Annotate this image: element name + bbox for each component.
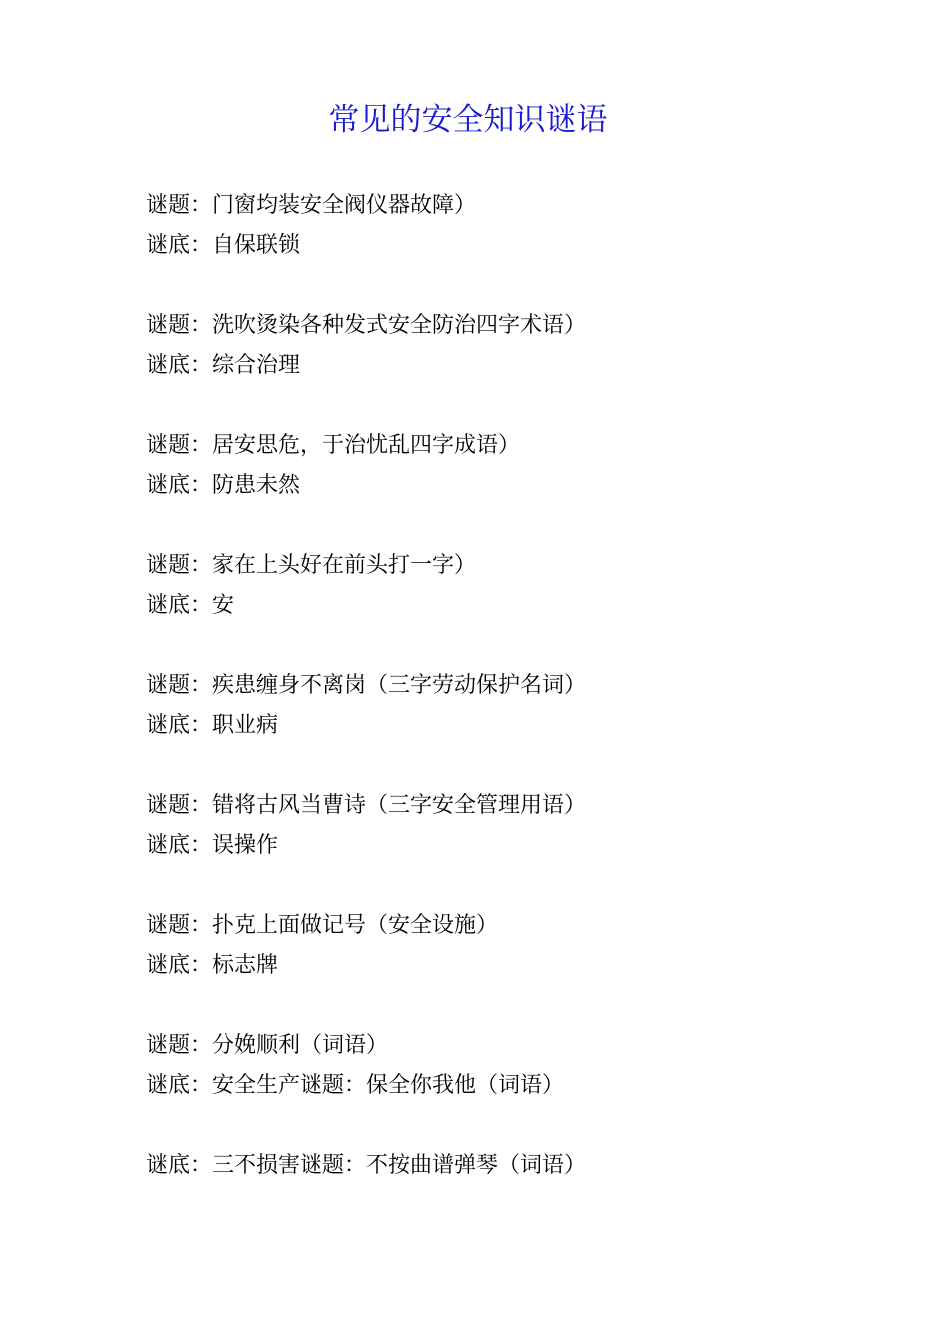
riddle-answer: 谜底：安: [146, 593, 235, 618]
riddle-answer: 谜底：自保联锁: [146, 233, 301, 258]
riddle-list: [146, 186, 866, 1186]
riddle-answer: 谜底：防患未然: [146, 473, 301, 498]
riddle-question: 谜题：错将古风当曹诗（三字安全管理用语）: [146, 793, 587, 818]
riddle-block: [146, 666, 866, 746]
riddle-block: [146, 1026, 866, 1106]
riddle-question: 谜题：洗吹烫染各种发式安全防治四字术语）: [146, 313, 587, 338]
riddle-block: [146, 786, 866, 866]
riddle-block: [146, 1146, 866, 1186]
riddle-answer: 谜底：综合治理: [146, 353, 301, 378]
riddle-block: [146, 186, 866, 266]
riddle-block: [146, 426, 866, 506]
riddle-question: 谜题：分娩顺利（词语）: [146, 1033, 389, 1058]
riddle-answer: 谜底：三不损害谜题：不按曲谱弹琴（词语）: [146, 1153, 587, 1178]
riddle-block: [146, 306, 866, 386]
page-title: 常见的安全知识谜语: [328, 102, 608, 138]
riddle-question: 谜题：居安思危，于治忧乱四字成语）: [146, 433, 521, 458]
riddle-block: [146, 906, 866, 986]
riddle-answer: 谜底：误操作: [146, 833, 279, 858]
riddle-question: 谜题：扑克上面做记号（安全设施）: [146, 913, 499, 938]
riddle-answer: 谜底：职业病: [146, 713, 279, 738]
riddle-question: 谜题：家在上头好在前头打一字）: [146, 553, 477, 578]
riddle-answer: 谜底：标志牌: [146, 953, 279, 978]
riddle-question: 谜题：门窗均装安全阀仪器故障）: [146, 193, 477, 218]
riddle-answer: 谜底：安全生产谜题：保全你我他（词语）: [146, 1073, 565, 1098]
riddle-block: [146, 546, 866, 626]
riddle-question: 谜题：疾患缠身不离岗（三字劳动保护名词）: [146, 673, 587, 698]
